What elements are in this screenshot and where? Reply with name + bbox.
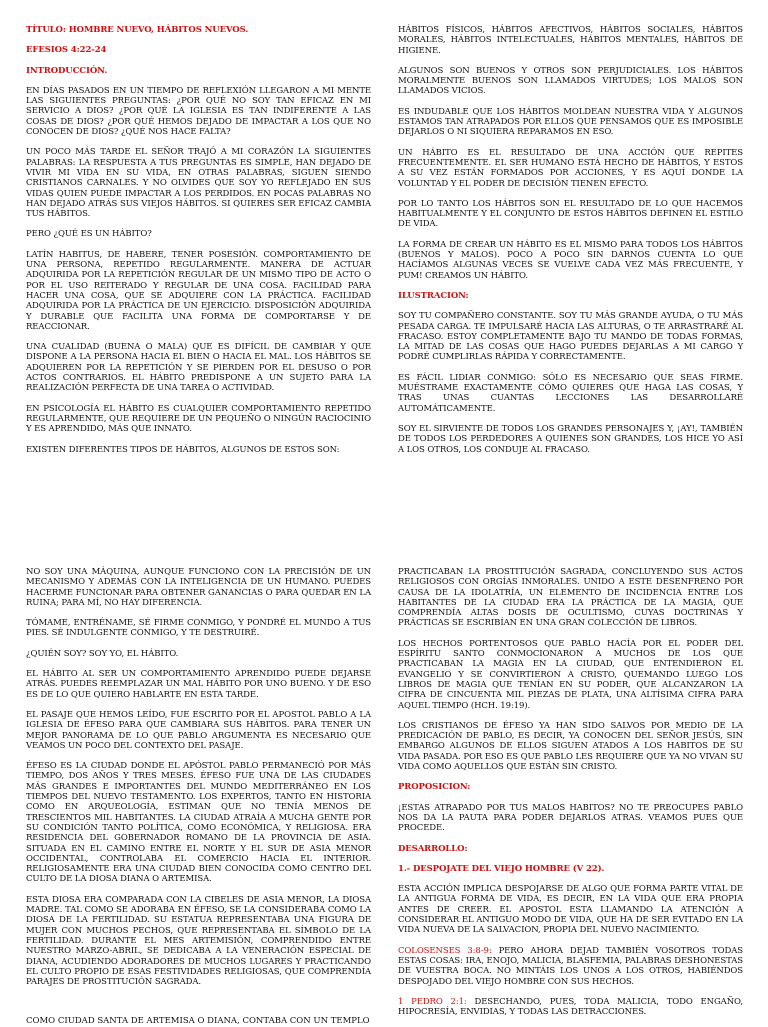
paragraph: HÁBITOS FÍSICOS, HÁBITOS AFECTIVOS, HÁBITOS SOCIALES, HÁBITOS MORALES, HÁBITOS INTELECTUALES, HÁBITOS MENTALES, HÁBITOS DE HIGIENE.	[398, 25, 743, 56]
scripture-reference: EFESIOS 4:22-24	[26, 45, 107, 56]
paragraph: UN POCO MÁS TARDE EL SEÑOR TRAJÓ A MI CORAZÓN LA SIGUIENTES PALABRAS: LA RESPUESTA A TUS PREGUNTAS ES SIMPLE, HAN DEJADO DE VIVIR MI VIDA EN SU VIDA, EN OTRAS PALABRAS, SIGUEN SIENDO CRISTIANOS CARNALES. Y NO OLVIDES QUE SOY YO REFLEJADO EN SUS VIDAS QUIEN PUEDE IMPACTAR A LOS PERDIDOS. EN POCAS PALABRAS NO HAN DEJADO ATRÁS SUS VIEJOS HÁBITOS. SI QUIERES SER EFICAZ CAMBIA TUS HÁBITOS.	[26, 147, 371, 220]
paragraph: PERO ¿QUÉ ES UN HÁBITO?	[26, 229, 152, 240]
paragraph: EL PASAJE QUE HEMOS LEÍDO, FUE ESCRITO POR EL APOSTOL PABLO A LA IGLESIA DE ÉFESO PARA QUE CAMBIARA SUS HÁBITOS. PARA TENER UN MEJOR PANORAMA DE LO QUE PABLO ARGUMENTA ES NECESARIO QUE VEAMOS UN POCO DEL CONTEXTO DEL PASAJE.	[26, 709, 371, 751]
proposition-paragraph: ¡ESTAS ATRAPADO POR TUS MALOS HABITOS? NO TE PREOCUPES PABLO NOS DA LA PAUTA PARA PODER DEJARLOS ATRAS. VEAMOS PUES QUE PROCEDE.	[398, 802, 743, 834]
scripture-text: PERO AHORA DEJAD TAMBIÉN VOSOTROS TODAS ESTAS COSAS: IRA, ENOJO, MALICIA, BLASFEMIA, PALABRAS DESHONESTAS DE VUESTRA BOCA. NO MINTÁIS LOS UNOS A LOS OTROS, HABIÉNDOS DESPOJADO DEL VIEJO HOMBRE CON SUS HECHOS.	[398, 945, 743, 987]
paragraph: EL HÁBITO AL SER UN COMPORTAMIENTO APRENDIDO PUEDE DEJARSE ATRÁS. PUEDES REEMPLAZAR UN MAL HÁBITO POR UNO BUENO. Y DE ESO ES DE LO QUE QUIERO HABLARTE EN ESTA TARDE.	[26, 669, 371, 700]
paragraph: LOS CRISTIANOS DE ÉFESO YA HAN SIDO SALVOS POR MEDIO DE LA PREDICACIÓN DE PABLO, ES DECIR, YA CONOCEN DEL SEÑOR JESÚS, SIN EMBARGO ALGUNOS DE ELLOS SIGUEN ATADOS A LOS HABITOS DE SU VIDA PASADA. POR ESO ES QUE PABLO LES REQUIERE QUE YA NO VIVAN SU VIDA COMO AQUELLOS QUE ESTÁN SIN CRISTO.	[398, 720, 743, 773]
page1-right-column	[398, 25, 743, 465]
page1-left-column	[26, 25, 371, 465]
paragraph: PRACTICABAN LA PROSTITUCIÓN SAGRADA, CONCLUYENDO SUS ACTOS RELIGIOSOS CON ORGÍAS INMORALES. UNIDO A ESTE DESENFRENO POR CAUSA DE LA IDOLATRÍA, UN ELEMENTO DE INCIDENCIA ENTRE LOS HABITANTES DE LA CIUDAD ERA LA PRÁCTICA DE LA MAGIA, QUE COMPRENDÍA ALTAS DOSIS DE OCULTISMO, CUYAS DOCTRINAS Y PRÁCTICAS SE ESCRIBÍAN EN UNA GRAN COLECCIÓN DE LIBROS.	[398, 567, 743, 629]
scripture-ref: COLOSENSES 3:8-9:	[398, 945, 492, 956]
paragraph: LATÍN HABITUS, DE HABERE, TENER POSESIÓN. COMPORTAMIENTO DE UNA PERSONA, REPETIDO REGULARMENTE. MANERA DE ACTUAR ADQUIRIDA POR LA REPETICIÓN REGULAR DE UN MISMO TIPO DE ACTO O POR EL USO REITERADO Y REGULAR DE UNA COSA. FACILIDAD PARA HACER UNA COSA, QUE SE ADQUIERE CON LA PRÁCTICA. FACILIDAD ADQUIRIDA POR LA PRÁCTICA DE UN EJERCICIO. DISPOSICIÓN ADQUIRIDA Y DURABLE QUE FACILITA UNA FORMA DE COMPORTARSE Y DE REACCIONAR.	[26, 249, 371, 332]
introduction-heading: INTRODUCCIÓN.	[26, 65, 108, 76]
page2-right-column	[398, 567, 743, 1027]
paragraph: TÓMAME, ENTRÉNAME, SÉ FIRME CONMIGO, Y PONDRÉ EL MUNDO A TUS PIES. SÉ INDULGENTE CONMIGO, Y TE DESTRUIRÉ.	[26, 618, 371, 639]
paragraph: LA FORMA DE CREAR UN HÁBITO ES EL MISMO PARA TODOS LOS HÁBITOS (BUENOS Y MALOS). POCO A POCO SIN DARNOS CUENTA LO QUE HACÍAMOS ALGUNAS VECES SE VUELVE CADA VEZ MÁS FRECUENTE, Y PUM! CREAMOS UN HÁBITO.	[398, 239, 743, 281]
paragraph: POR LO TANTO LOS HÁBITOS SON EL RESULTADO DE LO QUE HACEMOS HABITUALMENTE Y EL CONJUNTO DE ESTOS HÁBITOS DEFINEN EL ESTILO DE VIDA.	[398, 198, 743, 230]
paragraph: ALGUNOS SON BUENOS Y OTROS SON PERJUDICIALES. LOS HÁBITOS MORALMENTE BUENOS SON LLAMADOS VIRTUDES; LOS MALOS SON LLAMADOS VICIOS.	[398, 65, 743, 97]
page2-left-column	[26, 567, 371, 997]
paragraph: SOY TU COMPAÑERO CONSTANTE. SOY TU MÁS GRANDE AYUDA, O TU MÁS PESADA CARGA. TE IMPULSARÉ HACIA LAS ALTURAS, O TE ARRASTRARÉ AL FRACASO. ESTOY COMPLETAMENTE BAJO TU MANDO DE TODAS FORMAS, LA MITAD DE LAS COSAS QUE HAGO PUEDES DEJARLAS A MI CARGO Y PODRÉ CUMPLIRLAS RÁPIDA Y CORRECTAMENTE.	[398, 311, 743, 363]
sermon-title: TÍTULO: HOMBRE NUEVO, HÁBITOS NUEVOS.	[26, 25, 249, 35]
paragraph: ESTA DIOSA ERA COMPARADA CON LA CIBELES DE ASIA MENOR, LA DIOSA MADRE. TAL COMO SE ADORABA EN ÉFESO, SE LA CONSIDERABA COMO LA DIOSA DE LA FERTILIDAD. SU ESTATUA REPRESENTABA UNA FIGURA DE MUJER CON MUCHOS PECHOS, QUE REPRESENTABA EL SÍMBOLO DE LA FERTILIDAD. DURANTE EL MES ARTEMISIÓN, COMPRENDIDO ENTRE NUESTRO MARZO-ABRIL, SE DEDICABA A LA VENERACIÓN ESPECIAL DE DIANA, ACUDIENDO ADORADORES DE MUCHOS LUGARES Y PRACTICANDO EL CULTO PROPIO DE ESAS FESTIVIDADES RELIGIOSAS, QUE COMPRENDÍA PARAJES DE PROSTITUCIÓN SAGRADA.	[26, 894, 371, 988]
paragraph: SOY EL SIRVIENTE DE TODOS LOS GRANDES PERSONAJES Y, ¡AY!, TAMBIÉN DE TODOS LOS PERDEDORES A QUIENES SON GRANDES, LOS HICE YO ASÍ A LOS OTROS, LOS CONDUJE AL FRACASO.	[398, 423, 743, 455]
scripture-text: DESECHANDO, PUES, TODA MALICIA, TODO ENGAÑO, HIPOCRESÍA, ENVIDIAS, Y TODAS LAS DETRACCIONES.	[398, 996, 744, 1018]
illustration-heading: ILUSTRACION:	[398, 290, 469, 301]
cutoff-line: COMO CIUDAD SANTA DE ARTEMISA O DIANA, CONTABA CON UN TEMPLO	[26, 1016, 370, 1024]
paragraph: EN PSICOLOGÍA EL HÁBITO ES CUALQUIER COMPORTAMIENTO REPETIDO REGULARMENTE, QUE REQUIERE DE UN PEQUEÑO O NINGÚN RACIOCINIO Y ES APRENDIDO, MÁS QUE INNATO.	[26, 403, 371, 435]
paragraph: ES INDUDABLE QUE LOS HÁBITOS MOLDEAN NUESTRA VIDA Y ALGUNOS ESTAMOS TAN ATRAPADOS POR ELLOS QUE PENSAMOS QUE ES IMPOSIBLE DEJARLOS O NI SIQUIERA REPARAMOS EN ESO.	[398, 106, 743, 138]
paragraph: NO SOY UNA MÁQUINA, AUNQUE FUNCIONO CON LA PRECISIÓN DE UN MECANISMO Y ADEMÁS CON LA INTELIGENCIA DE UN HUMANO. PUEDES HACERME FUNCIONAR PARA OBTENER GANANCIAS O PARA QUEDAR EN LA RUINA; PARA MÍ, NO HAY DIFERENCIA.	[26, 567, 371, 608]
paragraph: ES FÁCIL LIDIAR CONMIGO: SÓLO ES NECESARIO QUE SEAS FIRME. MUÉSTRAME EXACTAMENTE CÓMO QUIERES QUE HAGA LAS COSAS, Y TRAS UNAS CUANTAS LECCIONES LAS DESARROLLARÉ AUTOMÁTICAMENTE.	[398, 372, 743, 414]
paragraph: ESTA ACCIÓN IMPLICA DESPOJARSE DE ALGO QUE FORMA PARTE VITAL DE LA ANTIGUA FORMA DE VIDA, ES DECIR, EN LA VIDA QUE ERA PROPIA ANTES DE CREER. EL APOSTOL ESTA LLAMANDO LA ATENCIÓN A CONSIDERAR EL ANTIGUO MODO DE VIDA, QUE HA DE SER EVITADO EN LA VIDA NUEVA DE LA SALVACION, PROPIA DEL NUEVO NACIMIENTO.	[398, 884, 743, 936]
scripture-ref: 1 PEDRO 2:1:	[398, 996, 467, 1007]
development-heading: DESARROLLO:	[398, 843, 468, 854]
paragraph: EXISTEN DIFERENTES TIPOS DE HÁBITOS, ALGUNOS DE ESTOS SON:	[26, 444, 340, 455]
scripture-paragraph	[398, 946, 743, 987]
paragraph: LOS HECHOS PORTENTOSOS QUE PABLO HACÍA POR EL PODER DEL ESPÍRITU SANTO CONMOCIONARON A MUCHOS DE LOS QUE PRACTICABAN LA MAGIA EN LA CIUDAD, QUE ENTENDIERON EL EVANGELIO Y SE CONVIRTIERON A CRISTO, QUEMANDO LUEGO LOS LIBROS DE MAGIA QUE TENÍAN EN SU PODER, QUE ALCANZARON LA CIFRA DE CINCUENTA MIL PIEZAS DE PLATA, UNA ALTÍSIMA CIFRA PARA AQUEL TIEMPO (HCH. 19:19).	[398, 638, 743, 711]
paragraph: EN DÍAS PASADOS EN UN TIEMPO DE REFLEXIÓN LLEGARON A MI MENTE LAS SIGUIENTES PREGUNTAS: ¿POR QUÉ NO SOY TAN EFICAZ EN MI SERVICIO A DIOS? ¿POR QUÉ LA IGLESIA ES TAN INDIFERENTE A LAS COSAS DE DIOS? ¿POR QUÉ HEMOS DEJADO DE IMPACTAR A LOS QUE NO CONOCEN DE DIOS? ¿QUÉ NOS HACE FALTA?	[26, 85, 371, 138]
point-heading: 1.- DESPOJATE DEL VIEJO HOMBRE (V 22).	[398, 863, 605, 874]
paragraph: ÉFESO ES LA CIUDAD DONDE EL APÓSTOL PABLO PERMANECIÓ POR MÁS TIEMPO, DOS AÑOS Y TRES MESES. ÉFESO FUE UNA DE LAS CIUDADES MÁS GRANDES E IMPORTANTES DEL MUNDO MEDITERRÁNEO EN LOS TIEMPOS DEL NUEVO TESTAMENTO. LOS EXPERTOS, TANTO EN HISTORIA COMO EN ARQUEOLOGÍA, ESTIMAN QUE NO TENÍA MENOS DE TRESCIENTOS MIL HABITANTES. LA CIUDAD ATRAÍA A MUCHA GENTE POR SU CONDICIÓN TANTO POLÍTICA, COMO ECONÓMICA, Y RELIGIOSA. ERA RESIDENCIA DEL GOBERNADOR ROMANO DE LA PROVINCIA DE ASIA. SITUADA EN EL CAMINO ENTRE EL NORTE Y EL SUR DE ASIA MENOR OCCIDENTAL, CONTROLABA EL COMERCIO HACIA EL INTERIOR. RELIGIOSAMENTE ERA UNA CIUDAD BIEN CONOCIDA COMO CENTRO DEL CULTO DE LA DIOSA DIANA O ARTEMISA.	[26, 761, 371, 885]
paragraph: UN HÁBITO ES EL RESULTADO DE UNA ACCIÓN QUE REPITES FRECUENTEMENTE. EL SER HUMANO ESTÁ HECHO DE HÁBITOS, Y ESTOS A SU VEZ ESTÁN FORMADOS POR ACCIONES, Y ES AQUÍ DONDE LA VOLUNTAD Y EL PODER DE DECISIÓN TIENEN EFECTO.	[398, 147, 743, 189]
proposition-heading: PROPOSICION:	[398, 782, 471, 793]
paragraph: ¿QUIÉN SOY? SOY YO, EL HÁBITO.	[26, 648, 179, 659]
scripture-paragraph	[398, 997, 743, 1018]
paragraph: UNA CUALIDAD (BUENA O MALA) QUE ES DIFÍCIL DE CAMBIAR Y QUE DISPONE A LA PERSONA HACIA EL BIEN O HACIA EL MAL. LOS HÁBITOS SE ADQUIEREN POR LA REPETICIÓN Y SE PIERDEN POR EL DESUSO O POR ACTOS CONTRARIOS. EL HÁBITO PREDISPONE A UN SUJETO PARA LA REALIZACIÓN PERFECTA DE UNA TAREA O ACTIVIDAD.	[26, 342, 371, 394]
